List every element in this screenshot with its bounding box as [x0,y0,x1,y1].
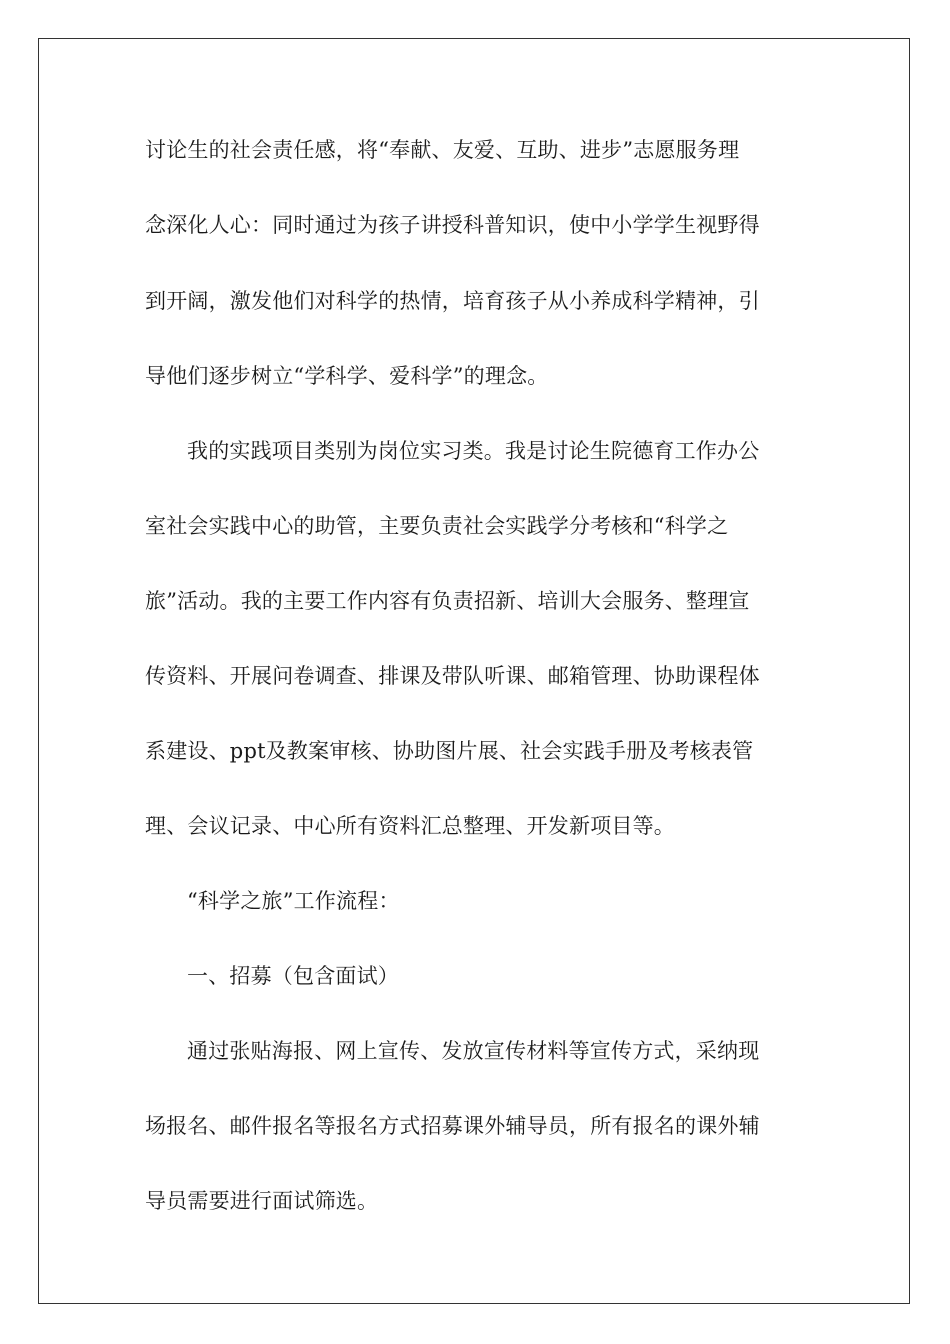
paragraph-line: 导他们逐步树立“学科学、爱科学”的理念。 [145,364,549,388]
paragraph-line: 传资料、开展问卷调查、排课及带队听课、邮箱管理、协助课程体 [145,664,760,688]
paragraph-line: 系建设、ppt及教案审核、协助图片展、社会实践手册及考核表管 [145,739,754,763]
paragraph-line: 场报名、邮件报名等报名方式招募课外辅导员，所有报名的课外辅 [145,1114,760,1138]
paragraph-line: 室社会实践中心的助管，主要负责社会实践学分考核和“科学之 [145,514,729,538]
paragraph-line: 念深化人心：同时通过为孩子讲授科普知识，使中小学学生视野得 [145,213,760,237]
paragraph-line: 到开阔，激发他们对科学的热情，培育孩子从小养成科学精神，引 [145,289,760,313]
paragraph-line: 讨论生的社会责任感，将“奉献、友爱、互助、进步”志愿服务理 [145,138,740,162]
section-heading: “科学之旅”工作流程： [187,889,400,913]
paragraph-line: 导员需要进行面试筛选。 [145,1189,379,1213]
paragraph-line: 理、会议记录、中心所有资料汇总整理、开发新项目等。 [145,814,675,838]
section-heading: 一、招募（包含面试） [187,964,399,988]
paragraph-line: 旅”活动。我的主要工作内容有负责招新、培训大会服务、整理宣 [145,589,750,613]
paragraph-line: 我的实践项目类别为岗位实习类。我是讨论生院德育工作办公 [187,439,760,463]
paragraph-line: 通过张贴海报、网上宣传、发放宣传材料等宣传方式，采纳现 [187,1039,760,1063]
